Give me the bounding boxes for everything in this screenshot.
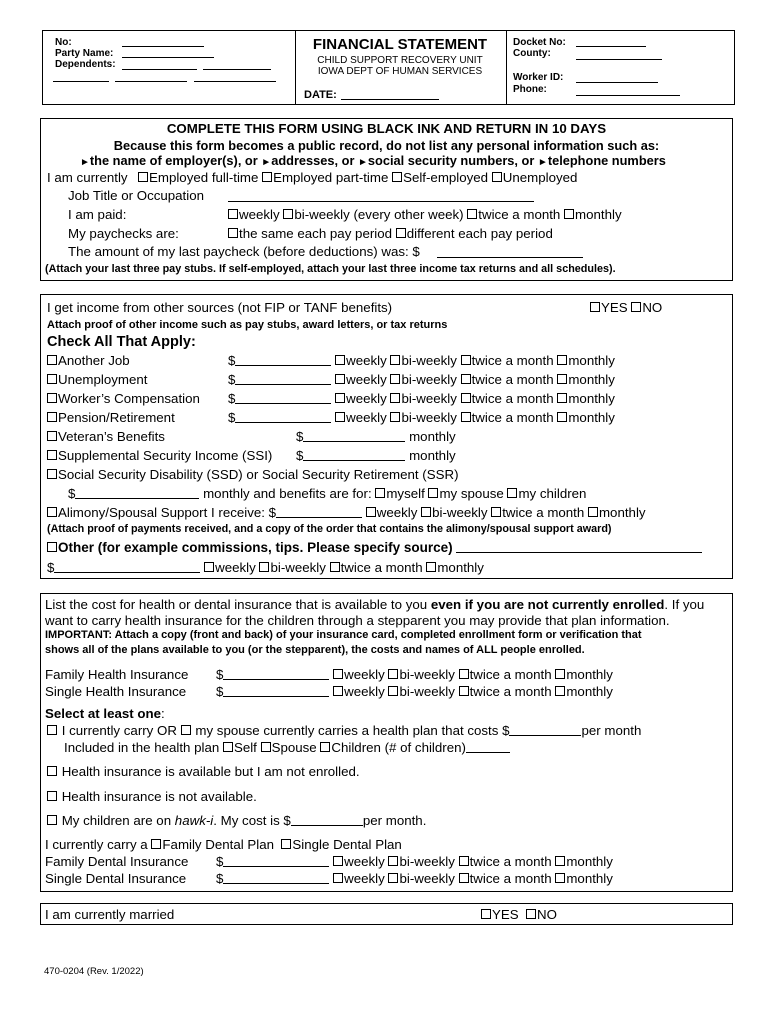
dependents-field[interactable] [122,58,197,70]
carry-row: I currently carry OR my spouse currently carries a health plan that costs $ per month [47,723,641,738]
children-checkbox[interactable] [507,488,517,498]
weekly-checkbox[interactable] [335,374,345,384]
weekly-checkbox[interactable] [366,507,376,517]
plan-cost-field[interactable] [509,724,581,736]
monthly-checkbox[interactable] [564,209,574,219]
weekly-checkbox[interactable] [335,412,345,422]
not-available-row: Health insurance is not available. [47,789,257,804]
dependents-field[interactable] [194,70,276,82]
monthly-checkbox[interactable] [555,873,565,883]
children-count-field[interactable] [466,741,510,753]
other-checkbox[interactable] [47,542,57,552]
select-one-heading: Select at least one: [45,706,165,721]
single-health-label: Single Health Insurance [45,684,187,699]
hawk-i-row: My children are on hawk-i. My cost is $ per month. [47,813,426,828]
job-title-field[interactable] [228,190,534,202]
alimony-row: Alimony/Spousal Support I receive: $ weekly bi-weekly twice a month monthly [47,505,646,520]
amount-field[interactable] [235,373,331,385]
biweekly-checkbox[interactable] [390,374,400,384]
weekly-checkbox[interactable] [333,856,343,866]
weekly-checkbox[interactable] [204,562,214,572]
family-health-amount: $ weekly bi-weekly twice a month monthly [216,667,613,682]
weekly-checkbox[interactable] [335,355,345,365]
county-label: County: [513,48,551,59]
job-title-label: Job Title or Occupation [68,188,204,203]
veteran-amount: $ monthly [296,429,456,444]
form-title: FINANCIAL STATEMENT [312,36,488,53]
married-label: I am currently married [45,907,175,922]
docket-label: Docket No: [513,37,566,48]
family-dental-label: Family Dental Insurance [45,854,189,869]
attach-proof-note: Attach proof of other income such as pay stubs, award letters, or tax returns [47,319,448,331]
paid-label: I am paid: [68,207,127,222]
children-checkbox[interactable] [320,742,330,752]
important-note: IMPORTANT: Attach a copy (front and back) of your insurance card, completed enrollment form or verification that [45,629,642,641]
single-dental-label: Single Dental Insurance [45,871,187,886]
other-source-row: Other (for example commissions, tips. Please specify source) [47,540,702,555]
form-number: 470-0204 (Rev. 1/2022) [44,966,144,977]
unemployed-checkbox[interactable] [492,172,502,182]
income-amount: $ weekly bi-weekly twice a month monthly [228,372,615,387]
twice-month-checkbox[interactable] [461,374,471,384]
important-note-line2: shows all of the plans available to you (or the stepparent), the costs and names of ALL people enrolled. [45,644,585,656]
ssd-checkbox[interactable] [47,469,57,479]
amount-field[interactable] [223,668,329,680]
amount-field[interactable] [276,506,362,518]
included-row: Included in the health plan Self Spouse Children (# of children) [64,740,510,755]
paychecks-label: My paychecks are: [68,226,179,241]
family-health-label: Family Health Insurance [45,667,189,682]
unit-name: CHILD SUPPORT RECOVERY UNIT [317,55,483,66]
dependents-label: Dependents: [55,59,116,70]
dept-name: IOWA DEPT OF HUMAN SERVICES [317,66,483,77]
biweekly-checkbox[interactable] [388,669,398,679]
single-health-amount: $ weekly bi-weekly twice a month monthly [216,684,613,699]
biweekly-checkbox[interactable] [390,412,400,422]
monthly-checkbox[interactable] [557,355,567,365]
full-time-checkbox[interactable] [138,172,148,182]
monthly-checkbox[interactable] [426,562,436,572]
county-field[interactable] [576,48,662,60]
twice-month-checkbox[interactable] [459,669,469,679]
married-yes-no: YES NO [481,907,557,922]
docket-field[interactable] [576,35,646,47]
other-amount: $ weekly bi-weekly twice a month monthly [47,560,484,575]
worker-field[interactable] [576,71,658,83]
monthly-checkbox[interactable] [557,412,567,422]
last-paycheck-field[interactable] [437,246,583,258]
weekly-checkbox[interactable] [333,873,343,883]
employment-options: Employed full-time Employed part-time Self-employed Unemployed [138,170,577,185]
spouse-checkbox[interactable] [428,488,438,498]
worker-label: Worker ID: [513,72,564,83]
ssi-amount: $ monthly [296,448,456,463]
monthly-checkbox[interactable] [555,686,565,696]
biweekly-checkbox[interactable] [283,209,293,219]
spouse-carries-checkbox[interactable] [181,725,191,735]
yes-checkbox[interactable] [481,909,491,919]
ssd-row: Social Security Disability (SSD) or Social Security Retirement (SSR) [47,467,459,482]
single-dental-checkbox[interactable] [281,839,291,849]
amount-field[interactable] [303,449,405,461]
monthly-checkbox[interactable] [557,374,567,384]
amount-field[interactable] [303,430,405,442]
monthly-checkbox[interactable] [555,856,565,866]
date-label: DATE: [304,89,337,101]
spouse-checkbox[interactable] [261,742,271,752]
ssd-amount: $ monthly and benefits are for: myself my spouse my children [68,486,587,501]
phone-label: Phone: [513,84,547,95]
date-field[interactable] [341,88,439,100]
income-amount: $ weekly bi-weekly twice a month monthly [228,391,615,406]
amount-field[interactable] [235,354,331,366]
income-row: Another Job [47,353,130,368]
biweekly-checkbox[interactable] [259,562,269,572]
available-not-enrolled-row: Health insurance is available but I am not enrolled. [47,764,360,779]
amount-field[interactable] [223,872,329,884]
biweekly-checkbox[interactable] [388,873,398,883]
twice-month-checkbox[interactable] [491,507,501,517]
income-row: Pension/Retirement [47,410,175,425]
attach-stubs-note: (Attach your last three pay stubs. If self-employed, attach your last three income tax returns and all schedules). [45,263,616,275]
income-type-checkbox[interactable] [47,393,57,403]
yes-checkbox[interactable] [590,302,600,312]
public-record-warning: Because this form becomes a public record, do not list any personal information such as: [113,138,660,153]
ssi-checkbox[interactable] [47,450,57,460]
veteran-checkbox[interactable] [47,431,57,441]
other-income-yes-no: YES NO [590,300,662,315]
pay-frequency-options: weekly bi-weekly (every other week) twice a month monthly [228,207,622,222]
family-dental-checkbox[interactable] [151,839,161,849]
phone-field[interactable] [576,84,680,96]
amount-field[interactable] [75,487,199,499]
biweekly-checkbox[interactable] [388,686,398,696]
amount-field[interactable] [223,855,329,867]
part-time-checkbox[interactable] [262,172,272,182]
dependents-field[interactable] [115,70,187,82]
weekly-checkbox[interactable] [333,669,343,679]
family-dental-amount: $ weekly bi-weekly twice a month monthly [216,854,613,869]
twice-month-checkbox[interactable] [459,873,469,883]
weekly-checkbox[interactable] [228,209,238,219]
amount-field[interactable] [54,561,200,573]
amount-field[interactable] [235,411,331,423]
income-amount: $ weekly bi-weekly twice a month monthly [228,410,615,425]
insurance-intro: List the cost for health or dental insurance that is available to you even if you are not currently enrolled. If you [45,597,705,612]
insurance-intro-line2: want to carry health insurance for the children through a stepparent you may provide that plan information. [45,613,670,628]
twice-month-checkbox[interactable] [461,393,471,403]
party-name-field[interactable] [122,46,214,58]
weekly-checkbox[interactable] [333,686,343,696]
self-checkbox[interactable] [223,742,233,752]
header-divider [506,31,507,104]
last-paycheck-label: The amount of my last paycheck (before deductions) was: $ [68,244,420,259]
income-row: Unemployment [47,372,147,387]
myself-checkbox[interactable] [375,488,385,498]
twice-month-checkbox[interactable] [467,209,477,219]
return-heading: COMPLETE THIS FORM USING BLACK INK AND RETURN IN 10 DAYS [166,121,607,136]
no-checkbox[interactable] [526,909,536,919]
twice-month-checkbox[interactable] [459,686,469,696]
hawk-i-cost-field[interactable] [291,814,363,826]
veteran-row: Veteran’s Benefits [47,429,165,444]
no-checkbox[interactable] [631,302,641,312]
i-carry-checkbox[interactable] [47,725,57,735]
dental-carry-row: I currently carry a Family Dental Plan Single Dental Plan [45,837,402,852]
monthly-checkbox[interactable] [588,507,598,517]
no-label: No: [55,37,72,48]
available-checkbox[interactable] [47,766,57,776]
hawk-i-checkbox[interactable] [47,815,57,825]
personal-info-list: ►the name of employer(s), or ►addresses, or ►social security numbers, or ►telephone numbers [80,153,666,168]
currently-label: I am currently [47,170,128,185]
monthly-checkbox[interactable] [555,669,565,679]
twice-month-checkbox[interactable] [330,562,340,572]
income-type-checkbox[interactable] [47,412,57,422]
amount-field[interactable] [223,685,329,697]
weekly-checkbox[interactable] [335,393,345,403]
other-source-field[interactable] [456,541,702,553]
amount-field[interactable] [235,392,331,404]
different-each-checkbox[interactable] [396,228,406,238]
income-type-checkbox[interactable] [47,374,57,384]
biweekly-checkbox[interactable] [390,393,400,403]
single-dental-amount: $ weekly bi-weekly twice a month monthly [216,871,613,886]
same-each-checkbox[interactable] [228,228,238,238]
twice-month-checkbox[interactable] [461,355,471,365]
income-amount: $ weekly bi-weekly twice a month monthly [228,353,615,368]
party-name-label: Party Name: [55,48,114,59]
income-row: Worker’s Compensation [47,391,200,406]
paycheck-options: the same each pay period different each pay period [228,226,553,241]
not-available-checkbox[interactable] [47,791,57,801]
twice-month-checkbox[interactable] [459,856,469,866]
income-type-checkbox[interactable] [47,355,57,365]
dependents-field[interactable] [203,58,271,70]
other-income-question: I get income from other sources (not FIP or TANF benefits) [47,300,393,315]
alimony-note: (Attach proof of payments received, and a copy of the order that contains the alimony/spousal support award) [47,523,612,535]
alimony-checkbox[interactable] [47,507,57,517]
twice-month-checkbox[interactable] [461,412,471,422]
ssi-row: Supplemental Security Income (SSI) [47,448,272,463]
self-employed-checkbox[interactable] [392,172,402,182]
dependents-field[interactable] [53,70,109,82]
biweekly-checkbox[interactable] [421,507,431,517]
biweekly-checkbox[interactable] [388,856,398,866]
monthly-checkbox[interactable] [557,393,567,403]
biweekly-checkbox[interactable] [390,355,400,365]
check-all-heading: Check All That Apply: [47,334,196,350]
